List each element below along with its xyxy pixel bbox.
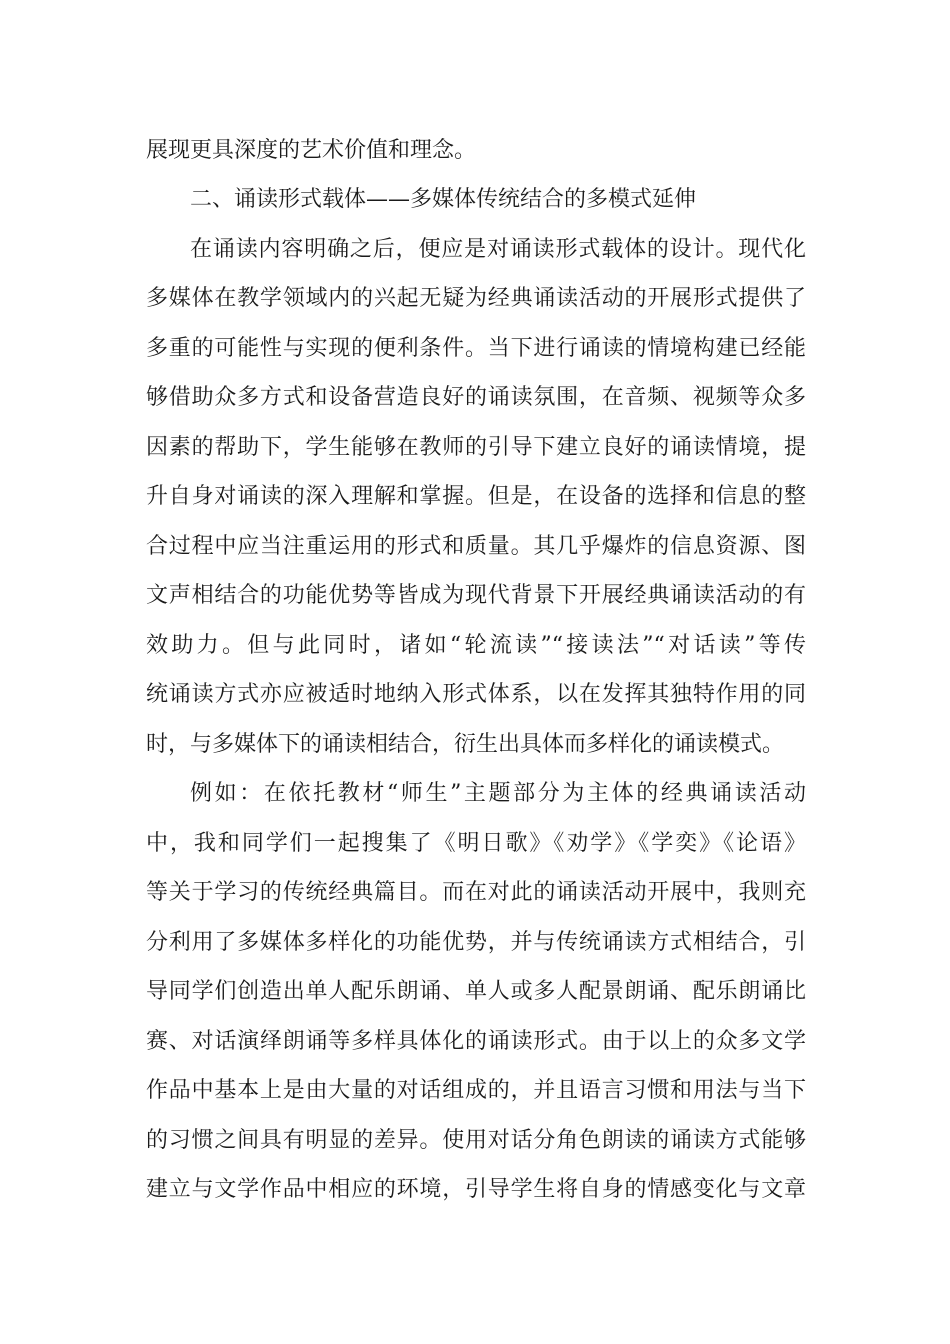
paragraph-line: 中，我和同学们一起搜集了《明日歌》《劝学》《学奕》《论语》 [146,831,806,856]
paragraph-line: 赛、对话演绎朗诵等多样具体化的诵读形式。由于以上的众多文学 [146,1029,806,1054]
section-heading: 二、诵读形式载体——多媒体传统结合的多模式延伸 [190,187,697,212]
paragraph-line: 例如：在依托教材“师生”主题部分为主体的经典诵读活动 [190,781,806,806]
paragraph-line: 升自身对诵读的深入理解和掌握。但是，在设备的选择和信息的整 [146,484,806,509]
paragraph-line: 文声相结合的功能优势等皆成为现代背景下开展经典诵读活动的有 [146,583,806,608]
paragraph-line: 够借助众多方式和设备营造良好的诵读氛围，在音频、视频等众多 [146,385,806,410]
paragraph-line: 多重的可能性与实现的便利条件。当下进行诵读的情境构建已经能 [146,336,806,361]
paragraph-line: 等关于学习的传统经典篇目。而在对此的诵读活动开展中，我则充 [146,880,806,905]
paragraph-line: 合过程中应当注重运用的形式和质量。其几乎爆炸的信息资源、图 [146,534,806,559]
paragraph-line: 在诵读内容明确之后，便应是对诵读形式载体的设计。现代化 [190,237,806,262]
paragraph-line: 统诵读方式亦应被适时地纳入形式体系，以在发挥其独特作用的同 [146,682,806,707]
paragraph-line: 展现更具深度的艺术价值和理念。 [146,138,477,163]
paragraph-line: 因素的帮助下，学生能够在教师的引导下建立良好的诵读情境，提 [146,435,806,460]
paragraph-line: 导同学们创造出单人配乐朗诵、单人或多人配景朗诵、配乐朗诵比 [146,979,806,1004]
paragraph-line: 建立与文学作品中相应的环境，引导学生将自身的情感变化与文章 [146,1177,806,1202]
paragraph-line: 效助力。但与此同时，诸如“轮流读”“接读法”“对话读”等传 [146,633,806,658]
paragraph-line: 多媒体在教学领域内的兴起无疑为经典诵读活动的开展形式提供了 [146,286,806,311]
paragraph-line: 时，与多媒体下的诵读相结合，衍生出具体而多样化的诵读模式。 [146,732,785,757]
paragraph-line: 作品中基本上是由大量的对话组成的，并且语言习惯和用法与当下 [146,1078,806,1103]
paragraph-line: 分利用了多媒体多样化的功能优势，并与传统诵读方式相结合，引 [146,930,806,955]
paragraph-line: 的习惯之间具有明显的差异。使用对话分角色朗读的诵读方式能够 [146,1128,806,1153]
